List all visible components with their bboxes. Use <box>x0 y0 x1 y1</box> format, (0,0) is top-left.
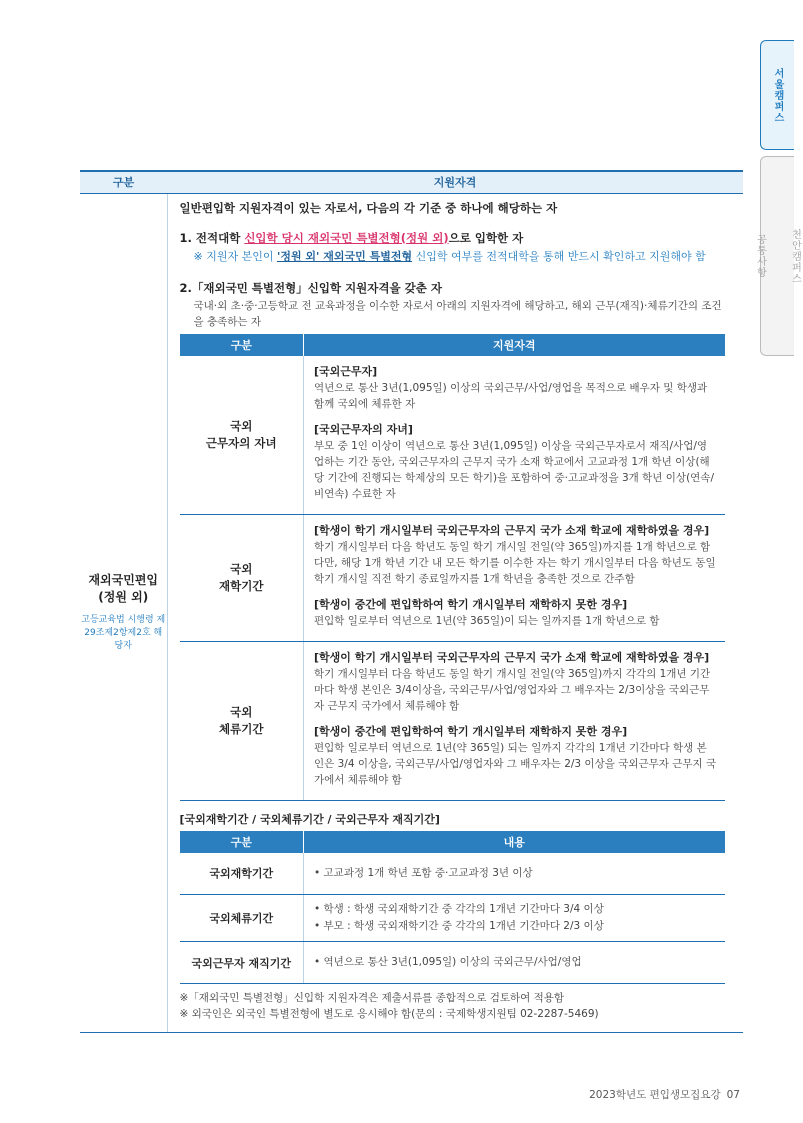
row-body <box>304 514 725 641</box>
item-1-note <box>180 248 732 264</box>
block-text: 학기 개시일부터 다음 학년도 동일 학기 개시일 전일(약 365일)까지를 1개 학년으로 함 다만, 해당 1개 학년 기간 내 모든 학기를 이수한 자는 학기 개시일부터 다음 학년도 동일 학기 개시일 직전 학기 종료일까지를 1개 학년을 충족한 것으로 간주함 <box>314 540 716 585</box>
sub-qualification-table <box>180 334 725 801</box>
row-label-line: 재학기간 <box>219 578 264 593</box>
table-row <box>180 356 725 515</box>
item-1-post: 으로 입학한 자 <box>448 230 524 245</box>
category-title: 재외국민편입 <box>88 573 159 588</box>
tab-cheonan-common[interactable] <box>754 156 801 356</box>
item-1-pre: 1. 전적대학 <box>179 230 245 245</box>
period-table <box>180 831 725 985</box>
header-category: 구분 <box>80 171 167 193</box>
block-text: 편입학 일로부터 역년으로 1년(약 365일)이 되는 일까지를 1개 학년으로 함 <box>314 614 660 627</box>
block-heading: [학생이 중간에 편입학하여 학기 개시일부터 재학하지 못한 경우] <box>314 597 628 611</box>
tab-label: 공통사항 <box>754 234 766 278</box>
tab-seoul-campus[interactable] <box>760 40 794 150</box>
tab-label: 서울캠퍼스 <box>772 67 783 123</box>
period-label: 국외근무자 재직기간 <box>180 942 304 984</box>
block-heading: [국외근무자] <box>314 364 378 378</box>
category-cell <box>80 193 167 1033</box>
row-label-line: 국외 <box>230 561 253 576</box>
block-text: 학기 개시일부터 다음 학년도 동일 학기 개시일 전일(약 365일)까지 각각의 1개년 기간마다 학생 본인은 3/4이상을, 국외근무/사업/영업자와 그 배우자는 2/3이상을 국외근무자 근무지 국가에서 체류해야 함 <box>314 667 711 712</box>
row-label-line: 근무자의 자녀 <box>205 435 277 450</box>
table-row <box>180 641 725 800</box>
row-label <box>180 641 304 800</box>
block-heading: [학생이 중간에 편입학하여 학기 개시일부터 재학하지 못한 경우] <box>314 724 628 738</box>
page-footer <box>589 1087 740 1102</box>
row-body <box>304 356 725 515</box>
period-line: • 고교과정 1개 학년 포함 중·고교과정 3년 이상 <box>314 866 533 879</box>
row-label <box>180 356 304 515</box>
table-row <box>180 514 725 641</box>
side-tabs <box>754 40 801 356</box>
note-bold: '정원 외' 재외국민 특별전형 <box>276 249 413 263</box>
footnotes <box>180 990 732 1022</box>
period-label: 국외체류기간 <box>180 895 304 942</box>
footnote: ※ 외국인은 외국인 특별전형에 별도로 응시해야 함(문의 : 국제학생지원팀 02-2287-5469) <box>179 1008 599 1020</box>
row-label-line: 체류기간 <box>219 721 264 736</box>
item-2-title: 2.「재외국민 특별전형」신입학 지원자격을 갖춘 자 <box>179 280 442 295</box>
row-label-line: 국외 <box>230 704 253 719</box>
note-pre: ※ 지원자 본인이 <box>193 249 277 263</box>
lead-text: 일반편입학 지원자격이 있는 자로서, 다음의 각 기준 중 하나에 해당하는 자 <box>179 200 558 215</box>
period-line: • 역년으로 통산 3년(1,095일) 이상의 국외근무/사업/영업 <box>314 956 582 968</box>
block-text: 역년으로 통산 3년(1,095일) 이상의 국외근무/사업/영업을 목적으로 배우자 및 학생과 함께 국외에 체류한 자 <box>314 381 708 410</box>
period-header-content: 내용 <box>304 831 725 853</box>
row-label-line: 국외 <box>230 418 253 433</box>
row-label <box>180 514 304 641</box>
period-header-category: 구분 <box>180 831 304 853</box>
period-line: • 학생 : 학생 국외재학기간 중 각각의 1개년 기간마다 3/4 이상 <box>314 903 604 915</box>
block-heading: [학생이 학기 개시일부터 국외근무자의 근무지 국가 소재 학교에 재학하였을 경우] <box>314 650 710 664</box>
block-heading: [학생이 학기 개시일부터 국외근무자의 근무지 국가 소재 학교에 재학하였을 경우] <box>314 523 710 537</box>
tab-label: 천안캠퍼스 <box>789 228 801 284</box>
row-body <box>304 641 725 800</box>
sub-header-qualification: 지원자격 <box>304 334 725 356</box>
table-row <box>180 942 725 984</box>
page-number: 07 <box>726 1089 740 1101</box>
item-1-title <box>180 230 732 246</box>
category-note: 고등교육법 시행령 제29조제2항제2호 해당자 <box>81 615 166 652</box>
footnote: ※「재외국민 특별전형」신입학 지원자격은 제출서류를 종합적으로 검토하여 적용함 <box>179 992 565 1004</box>
period-title: [국외재학기간 / 국외체류기간 / 국외근무자 재직기간] <box>179 812 440 826</box>
block-heading: [국외근무자의 자녀] <box>314 422 413 436</box>
table-row <box>180 895 725 942</box>
period-label: 국외재학기간 <box>180 853 304 895</box>
qualification-table <box>80 170 743 1033</box>
footer-text: 2023학년도 편입생모집요강 <box>589 1089 721 1101</box>
block-text: 부모 중 1인 이상이 역년으로 통산 3년(1,095일) 이상을 국외근무자로서 재직/사업/영업하는 기간 동안, 국외근무자의 근무지 국가 소재 학교에서 고교과정 1개 학년 이상(해당 기간에 진행되는 학제상의 모든 학기)을 포함하여 중·고교과정을 3개 학년 이상(연속/비연속) 수료한 자 <box>314 439 714 500</box>
block-text: 편입학 일로부터 역년으로 1년(약 365일) 되는 일까지 각각의 1개년 기간마다 학생 본인은 3/4 이상을, 국외근무/사업/영업자와 그 배우자는 2/3 이상을 국외근무자 근무지 국가에서 체류해야 함 <box>314 741 717 786</box>
sub-header-category: 구분 <box>180 334 304 356</box>
table-row <box>180 853 725 895</box>
category-subtitle: (정원 외) <box>98 590 149 605</box>
header-qualification: 지원자격 <box>167 171 743 193</box>
period-body <box>304 942 725 984</box>
item-2-desc: 국내·외 초·중·고등학교 전 교육과정을 이수한 자로서 아래의 지원자격에 해당하고, 해외 근무(재직)·체류기간의 조건을 충족하는 자 <box>193 299 722 328</box>
qualification-cell <box>167 193 743 1033</box>
period-body <box>304 895 725 942</box>
note-post: 신입학 여부를 전적대학을 통해 반드시 확인하고 지원해야 함 <box>412 249 706 263</box>
item-1-highlight: 신입학 당시 재외국민 특별전형(정원 외) <box>244 230 449 245</box>
period-body <box>304 853 725 895</box>
period-line: • 부모 : 학생 국외재학기간 중 각각의 1개년 기간마다 2/3 이상 <box>314 920 604 932</box>
